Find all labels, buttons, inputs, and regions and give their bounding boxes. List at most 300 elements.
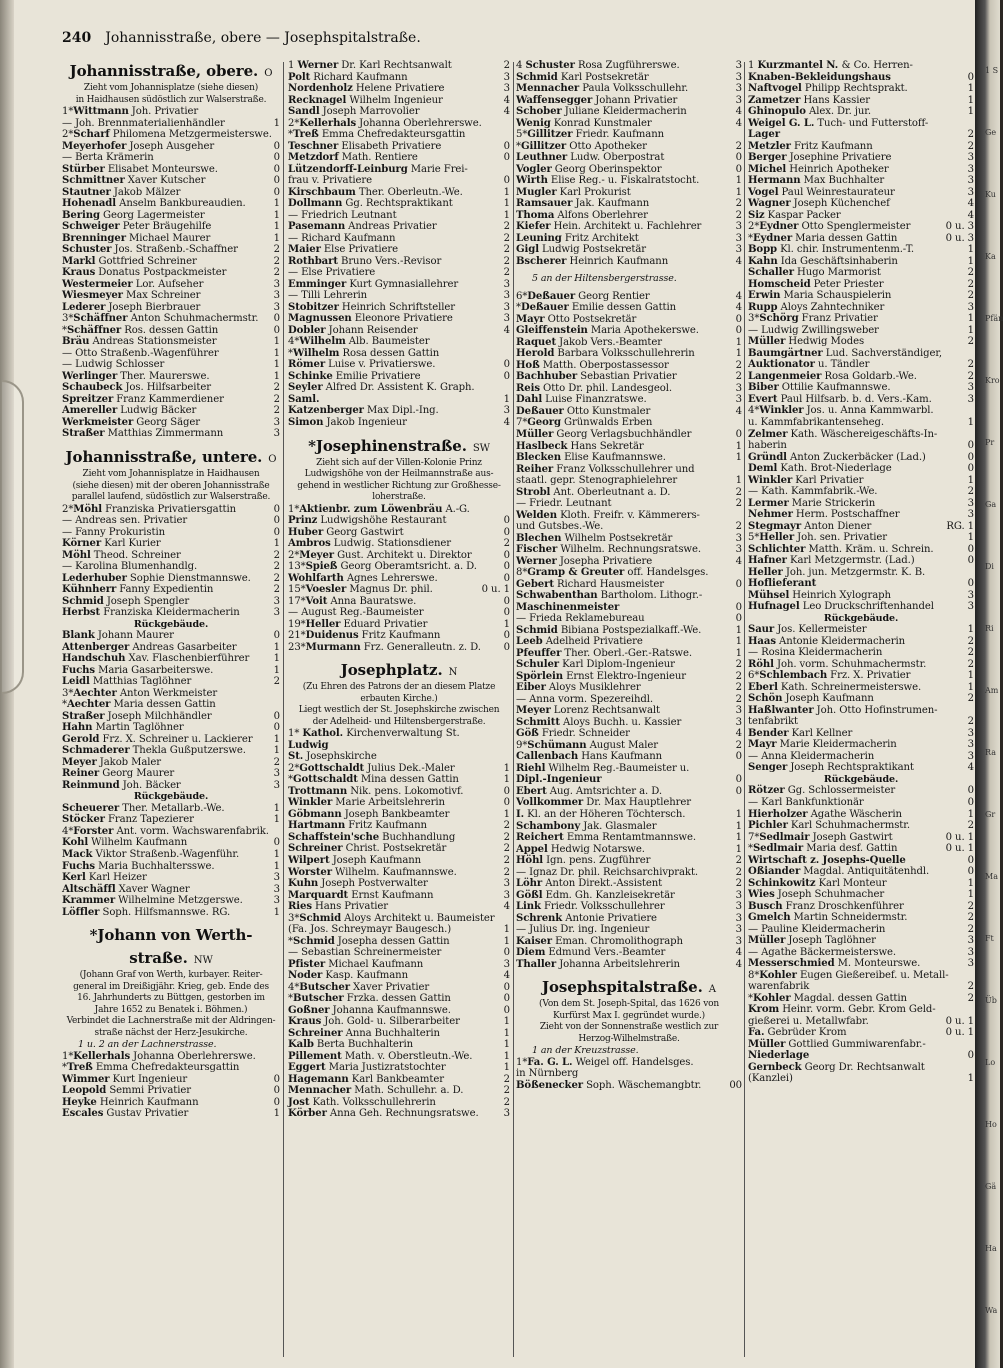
resident-entry — [748, 901, 974, 913]
edge-fragment: Gä — [985, 1182, 997, 1191]
floor-number: 0 — [273, 1096, 280, 1108]
entry-text: Worster Wilhelm. Kaufmannswe. — [288, 866, 457, 878]
floor-number: 1 — [503, 774, 510, 786]
floor-number: 4 — [967, 198, 974, 210]
entry-text: Gleiffenstein Maria Apothekerswe. — [516, 325, 699, 337]
floor-number: 2 — [967, 486, 974, 498]
floor-number: 1 — [967, 83, 974, 95]
entry-text: *Wilhelm Rosa dessen Gattin — [288, 347, 440, 359]
floor-number: 3 — [735, 532, 742, 544]
floor-number: 3 — [967, 935, 974, 947]
entry-text: Magnussen Eleonore Privatiere — [288, 313, 453, 325]
floor-number: 4 — [503, 970, 510, 982]
floor-number: 1 — [503, 618, 510, 630]
floor-number: 3 — [967, 497, 974, 509]
street-direction: N — [448, 667, 458, 679]
floor-number: 3 — [967, 152, 974, 164]
resident-entry — [748, 417, 974, 429]
floor-number: 2 — [967, 290, 974, 302]
street-description: straße nächst der Herz-Jesukirche. — [94, 1027, 248, 1038]
entry-text: Emminger Kurt Gymnasiallehrer — [288, 278, 459, 290]
entry-text: Ambros Ludwig. Stationsdiener — [288, 538, 452, 550]
resident-entry — [516, 118, 742, 130]
floor-number: 3 — [735, 94, 742, 106]
floor-number: 2 — [273, 549, 280, 561]
floor-number: 4 — [503, 416, 510, 428]
entry-text: Saml. — [288, 393, 320, 405]
floor-number: 0 — [967, 797, 974, 808]
floor-number: 0 — [967, 71, 974, 83]
entry-text: 4 Schuster Rosa Zugführerswe. — [516, 60, 680, 71]
resident-entry — [516, 83, 742, 95]
entry-text: Möhl Theod. Schreiner — [62, 549, 181, 561]
street-description: in Haidhausen südöstlich zur Walserstraße. — [75, 94, 267, 105]
resident-entry — [62, 417, 280, 429]
edge-fragment: Ha — [985, 1244, 997, 1253]
resident-entry — [516, 556, 742, 568]
entry-text: Escales Gustav Privatier — [62, 1108, 189, 1120]
edge-fragment: Pfän — [985, 314, 1003, 323]
entry-text: Wies Joseph Schuhmacher — [748, 889, 885, 901]
resident-entry — [62, 348, 280, 360]
entry-text: Wirth Elise Reg.- u. Fiskalratstocht. — [516, 175, 700, 187]
floor-number: 2 — [967, 716, 974, 728]
street-description: (Von dem St. Joseph-Spital, das 1626 von — [539, 999, 719, 1010]
entry-text: Brenninger Michael Maurer — [62, 232, 211, 244]
floor-number: 2 — [735, 140, 742, 152]
entry-text: Gernbeck Georg Dr. Rechtsanwalt — [748, 1061, 925, 1073]
resident-entry — [62, 313, 280, 325]
entry-text: 6*Deßauer Georg Rentier — [516, 290, 650, 302]
floor-number: 4 — [967, 762, 974, 774]
resident-entry — [288, 233, 510, 245]
resident-entry — [516, 429, 742, 441]
resident-entry — [288, 809, 510, 821]
floor-number: 0 — [735, 613, 742, 625]
resident-entry — [62, 394, 280, 406]
entry-text: Prinz Ludwigshöhe Restaurant — [288, 515, 447, 527]
entry-text: Schaller Hugo Marmorist — [748, 267, 881, 279]
floor-number: 4 — [735, 728, 742, 740]
resident-entry — [288, 832, 510, 844]
resident-entry — [516, 95, 742, 107]
entry-text: Ries Hans Privatier — [288, 901, 389, 913]
entry-text: Spreitzer Franz Kammerdiener — [62, 393, 224, 405]
resident-entry — [62, 768, 280, 780]
entry-text: Schmitt Aloys Buchh. u. Kassier — [516, 716, 682, 728]
floor-number: 4 — [735, 405, 742, 417]
entry-text: Maier Else Privatiere — [288, 244, 398, 256]
resident-entry — [62, 198, 280, 210]
entry-text: — Anna Kleidermacherin — [748, 750, 875, 762]
entry-text: Dipl.-Ingenieur — [516, 774, 602, 786]
resident-entry — [62, 1074, 280, 1086]
resident-entry — [748, 359, 974, 371]
entry-text: 23*Murmann Frz. Generalleutn. z. D. — [288, 641, 481, 653]
floor-number: 1 — [967, 474, 974, 486]
entry-text: — August Reg.-Baumeister — [288, 607, 424, 619]
floor-number: 2 — [273, 382, 280, 394]
floor-number: 3 — [273, 895, 280, 907]
resident-entry — [748, 210, 974, 222]
floor-number: 3 — [967, 301, 974, 313]
floor-number: 0 u. 3 — [945, 232, 974, 244]
floor-number: 4 — [735, 255, 742, 267]
floor-number: 3 — [967, 589, 974, 601]
entry-text: 4*Wilhelm Alb. Baumeister — [288, 336, 430, 348]
resident-entry — [62, 665, 280, 677]
edge-fragment: Kro — [985, 376, 1000, 385]
entry-text: Müller Joseph Taglöhner — [748, 935, 876, 947]
resident-entry — [516, 832, 742, 844]
floor-number: 2 — [735, 198, 742, 210]
entry-text: Pillement Math. v. Oberstleutn.-We. — [288, 1050, 473, 1062]
street-name: Johannisstraße, obere. — [69, 62, 259, 80]
entry-text: Mayr Marie Kleidermacherin — [748, 739, 897, 751]
floor-number: 2 — [273, 676, 280, 688]
floor-number: 0 u. 1 — [945, 843, 974, 855]
resident-entry — [288, 913, 510, 925]
floor-number: 00 — [729, 1079, 742, 1091]
entry-text: Hoflieferant — [748, 578, 817, 590]
entry-text: 3*Schäffner Anton Schuhmachermstr. — [62, 313, 259, 325]
entry-text: Kraus Joh. Gold- u. Silberarbeiter — [288, 1016, 460, 1028]
street-direction: O — [268, 453, 277, 465]
entry-text: Fuchs Maria Gasarbeiterswe. — [62, 664, 214, 676]
edge-fragment: Am — [985, 686, 999, 695]
resident-entry — [62, 1085, 280, 1097]
street-description: Zieht von der Sonnenstraße westlich zur — [539, 1022, 719, 1033]
floor-number: 0 — [503, 572, 510, 584]
floor-number: 0 — [273, 630, 280, 642]
entry-text: Nordenholz Helene Privatiere — [288, 83, 445, 95]
entry-text: staatl. gepr. Stenographielehrer — [516, 475, 678, 487]
entry-text: 1*Wittmann Joh. Privatier — [62, 106, 199, 118]
page-number: 240 — [62, 30, 92, 46]
entry-text: — Otto Straßenb.-Wagenführer — [62, 347, 219, 359]
resident-entry — [62, 711, 280, 723]
entry-text: Langenmeier Rosa Goldarb.-We. — [748, 370, 917, 382]
floor-number: 0 u. 1 — [945, 1027, 974, 1039]
location-note: 1 u. 2 an der Lachnerstrasse. — [78, 1039, 217, 1051]
entry-text: Pfister Michael Kaufmann — [288, 958, 424, 970]
entry-text: Schweiger Peter Bräugehilfe — [62, 221, 212, 233]
resident-entry — [748, 382, 974, 394]
entry-text: Meyer Lorenz Rechtsanwalt — [516, 705, 660, 717]
resident-entry — [748, 267, 974, 279]
entry-text: Wilpert Joseph Kaufmann — [288, 855, 422, 866]
column-2 — [288, 60, 510, 1360]
street-description: Liegt westlich der St. Josephskirche zwischen — [298, 705, 500, 716]
floor-number: 3 — [967, 946, 974, 958]
floor-number: 3 — [735, 83, 742, 95]
entry-text: Vollkommer Dr. Max Hauptlehrer — [516, 797, 691, 809]
entry-text: Erwin Maria Schauspielerin — [748, 290, 892, 302]
resident-entry — [516, 602, 742, 614]
entry-text: Niederlage — [748, 1050, 810, 1062]
resident-entry — [516, 417, 742, 429]
floor-number: 2 — [735, 521, 742, 533]
floor-number: 2 — [273, 267, 280, 279]
floor-number: 2 — [735, 359, 742, 371]
resident-entry — [516, 821, 742, 833]
floor-number: 2 — [735, 670, 742, 682]
entry-text: (Fa. Jos. Schreymayr Baugesch.) — [288, 924, 452, 936]
entry-text: Schwabenthan Bartholom. Lithogr.- — [516, 590, 703, 602]
street-heading — [288, 659, 510, 682]
edge-fragment: Ra — [985, 748, 996, 757]
resident-entry — [516, 901, 742, 913]
entry-text: Lermer Marie Strickerin — [748, 497, 876, 509]
resident-entry — [748, 809, 974, 821]
floor-number: 1 — [967, 889, 974, 901]
entry-text: Baumgärtner Lud. Sachverständiger, — [748, 347, 943, 359]
floor-number: 3 — [967, 163, 974, 175]
entry-text: Schinkowitz Karl Monteur — [748, 877, 887, 889]
resident-entry — [288, 348, 510, 360]
resident-entry — [62, 596, 280, 608]
resident-entry — [516, 913, 742, 925]
resident-entry — [62, 371, 280, 383]
entry-text: *Deßauer Emilie dessen Gattin — [516, 302, 677, 314]
floor-number: 0 — [503, 515, 510, 527]
floor-number: 1 — [503, 808, 510, 820]
resident-entry — [748, 452, 974, 464]
floor-number: 0 — [273, 324, 280, 336]
resident-entry — [748, 981, 974, 993]
resident-entry — [288, 993, 510, 1005]
entry-text: Leopold Semmi Privatier — [62, 1085, 191, 1097]
floor-number: 0 — [967, 866, 974, 878]
entry-text: Messerschmied M. Monteurswe. — [748, 958, 921, 970]
resident-entry — [748, 95, 974, 107]
street-direction: NW — [193, 955, 213, 967]
entry-text: Riehl Wilhelm Reg.-Baumeister u. — [516, 762, 690, 774]
entry-text: Bopp Kl. chir. Instrumentenm.-T. — [748, 244, 915, 256]
resident-entry — [288, 290, 510, 302]
resident-entry — [516, 198, 742, 210]
resident-entry — [62, 688, 280, 700]
resident-entry — [748, 567, 974, 579]
floor-number: 2 — [967, 693, 974, 705]
resident-entry — [288, 607, 510, 619]
entry-text: Link Friedr. Volksschullehrer — [516, 901, 665, 913]
resident-entry — [288, 394, 510, 406]
entry-text: Recknagel Wilhelm Ingenieur — [288, 94, 443, 106]
floor-number: 3 — [735, 544, 742, 556]
entry-text: Heyke Heinrich Kaufmann — [62, 1096, 199, 1108]
entry-text: Vogel Paul Weinrestaurateur — [748, 186, 895, 198]
floor-number: 2 — [967, 912, 974, 924]
resident-entry — [62, 118, 280, 130]
resident-entry — [748, 486, 974, 498]
floor-number: 3 — [273, 278, 280, 290]
entry-text: Raquet Jakob Vers.-Beamter — [516, 336, 662, 348]
section-subheading: Rückgebäude. — [823, 612, 899, 624]
entry-text: Löffler Soph. Hilfsmannswe. RG. — [62, 906, 231, 918]
resident-entry — [288, 786, 510, 798]
edge-fragment: Ma — [985, 872, 998, 881]
entry-text: Bering Georg Lagermeister — [62, 209, 205, 221]
resident-entry — [288, 504, 510, 516]
floor-number: 3 — [967, 958, 974, 970]
floor-number: 2 — [735, 659, 742, 671]
resident-entry — [748, 762, 974, 774]
resident-entry — [748, 521, 974, 533]
resident-entry — [288, 60, 510, 72]
resident-entry — [62, 837, 280, 849]
entry-text: Schmid Joseph Spengler — [62, 595, 190, 607]
entry-text: Seyler Alfred Dr. Assistent K. Graph. — [288, 382, 475, 394]
entry-text: Kahn Ida Geschäftsinhaberin — [748, 255, 898, 267]
resident-entry — [62, 861, 280, 873]
street-heading — [516, 976, 742, 999]
resident-entry — [516, 244, 742, 256]
floor-number: 3 — [735, 382, 742, 394]
entry-text: Marquardt Ernst Kaufmann — [288, 889, 434, 901]
entry-text: 4*Winkler Jos. u. Anna Kammwarbl. — [748, 405, 934, 417]
entry-text: Hermann Max Buchhalter — [748, 175, 885, 187]
resident-entry — [62, 872, 280, 884]
resident-entry — [288, 371, 510, 383]
resident-entry — [288, 106, 510, 118]
resident-entry — [62, 336, 280, 348]
floor-number: 1 — [735, 832, 742, 844]
entry-text: 5*Heller Joh. sen. Privatier — [748, 532, 888, 544]
entry-text: 1*Fa. G. L. Weigel off. Handelsges. — [516, 1056, 694, 1068]
entry-text: 3*Aechter Anton Werkmeister — [62, 687, 218, 699]
entry-text: 8*Kohler Eugen Gießereibef. u. Metall- — [748, 969, 949, 981]
floor-number: 0 u. 1 — [481, 584, 510, 596]
floor-number: 2 — [503, 1096, 510, 1108]
floor-number: 3 — [967, 727, 974, 739]
floor-number: 1 — [735, 348, 742, 360]
resident-entry — [748, 636, 974, 648]
resident-entry — [62, 826, 280, 838]
entry-text: Lederer Joseph Bierbrauer — [62, 301, 201, 313]
edge-fragment: Ge — [985, 128, 997, 137]
resident-entry — [748, 129, 974, 141]
entry-text: Blank Johann Maurer — [62, 630, 174, 642]
resident-entry — [62, 302, 280, 314]
entry-text: Oßiander Magdal. Antiquitätenhdl. — [748, 866, 930, 878]
resident-entry — [62, 814, 280, 826]
floor-number: 1 — [273, 221, 280, 233]
edge-fragment: Di — [985, 562, 994, 571]
entry-text: Kühnherr Fanny Expedientin — [62, 584, 214, 596]
street-name: *Josephinenstraße. — [308, 436, 467, 455]
floor-number: 0 — [273, 515, 280, 527]
entry-text: Teschner Elisabeth Privatiere — [288, 140, 442, 152]
entry-text: 6*Schlembach Frz. X. Privatier — [748, 670, 911, 682]
street-description: der Adelheid- und Hiltensbergerstraße. — [312, 716, 486, 727]
resident-entry — [748, 993, 974, 1005]
street-description: Verbindet die Lachnerstraße mit der Aldringen- — [66, 1016, 276, 1027]
resident-entry — [62, 745, 280, 757]
resident-entry — [748, 60, 974, 72]
resident-entry — [516, 221, 742, 233]
entry-text: 2*Scharf Philomena Metzgermeisterswe. — [62, 129, 272, 141]
floor-number: 2 — [503, 60, 510, 71]
floor-number: 2 — [503, 255, 510, 267]
street-description: Herzog-Wilhelmstraße. — [578, 1033, 680, 1044]
resident-entry — [516, 947, 742, 959]
floor-number: 2 — [735, 498, 742, 510]
floor-number: 3 — [735, 221, 742, 233]
entry-text: Göß Friedr. Schneider — [516, 728, 630, 740]
entry-text: 1* Kathol. Kirchenverwaltung St. — [288, 728, 460, 740]
entry-text: Stautner Jakob Mälzer — [62, 186, 181, 198]
entry-text: Wirtschaft z. Josephs-Quelle — [748, 854, 906, 866]
floor-number: 2 — [735, 855, 742, 867]
floor-number: 2 — [503, 232, 510, 244]
resident-entry — [748, 601, 974, 613]
entry-text: Hafner Karl Metzgermstr. (Lad.) — [748, 555, 915, 567]
entry-text: Maschinenmeister — [516, 601, 620, 613]
floor-number: 1 — [503, 198, 510, 210]
floor-number: 1 — [735, 475, 742, 487]
resident-entry — [516, 809, 742, 821]
entry-text: Hartmann Fritz Kaufmann — [288, 820, 427, 832]
entry-text: — Andreas sen. Privatier — [62, 515, 188, 527]
resident-entry — [62, 584, 280, 596]
entry-text: Kraus Donatus Postpackmeister — [62, 267, 227, 279]
resident-entry — [62, 734, 280, 746]
floor-number: 3 — [967, 186, 974, 198]
resident-entry — [748, 152, 974, 164]
floor-number: 3 — [735, 232, 742, 244]
resident-entry — [516, 671, 742, 683]
resident-entry — [516, 394, 742, 406]
resident-entry — [288, 774, 510, 786]
floor-number: 4 — [735, 958, 742, 970]
resident-entry — [62, 607, 280, 619]
resident-entry — [516, 1057, 742, 1069]
floor-number: 3 — [967, 750, 974, 762]
entry-text: Altschäffl Xaver Wagner — [62, 883, 190, 895]
floor-number: 1 — [503, 1016, 510, 1028]
floor-number: 1 — [967, 94, 974, 106]
floor-number: 2 — [735, 682, 742, 694]
resident-entry — [516, 613, 742, 625]
resident-entry — [288, 982, 510, 994]
resident-entry — [288, 878, 510, 890]
floor-number: 0 — [503, 561, 510, 573]
floor-number: 2 — [273, 393, 280, 405]
floor-number: 0 — [503, 526, 510, 538]
entry-text: Pfeuffer Ther. Oberl.-Ger.-Ratswe. — [516, 647, 692, 659]
resident-entry — [288, 959, 510, 971]
entry-text: 3*Schmid Aloys Architekt u. Baumeister — [288, 912, 495, 924]
resident-entry — [516, 175, 742, 187]
resident-entry — [516, 498, 742, 510]
resident-entry — [748, 705, 974, 717]
floor-number: 3 — [503, 301, 510, 313]
street-direction: O — [264, 68, 273, 79]
floor-number: 0 — [503, 981, 510, 993]
floor-number: 1 — [273, 359, 280, 371]
floor-number: 1 — [735, 820, 742, 832]
resident-entry — [62, 233, 280, 245]
entry-text: Mack Viktor Straßenb.-Wagenführ. — [62, 849, 240, 860]
resident-entry — [748, 797, 974, 809]
resident-entry — [62, 757, 280, 769]
floor-number: 3 — [273, 768, 280, 780]
floor-number: 0 — [273, 175, 280, 187]
resident-entry — [748, 624, 974, 636]
resident-entry — [748, 475, 974, 487]
street-description: general im Dreißigjähr. Krieg, geb. Ende des — [73, 981, 269, 992]
